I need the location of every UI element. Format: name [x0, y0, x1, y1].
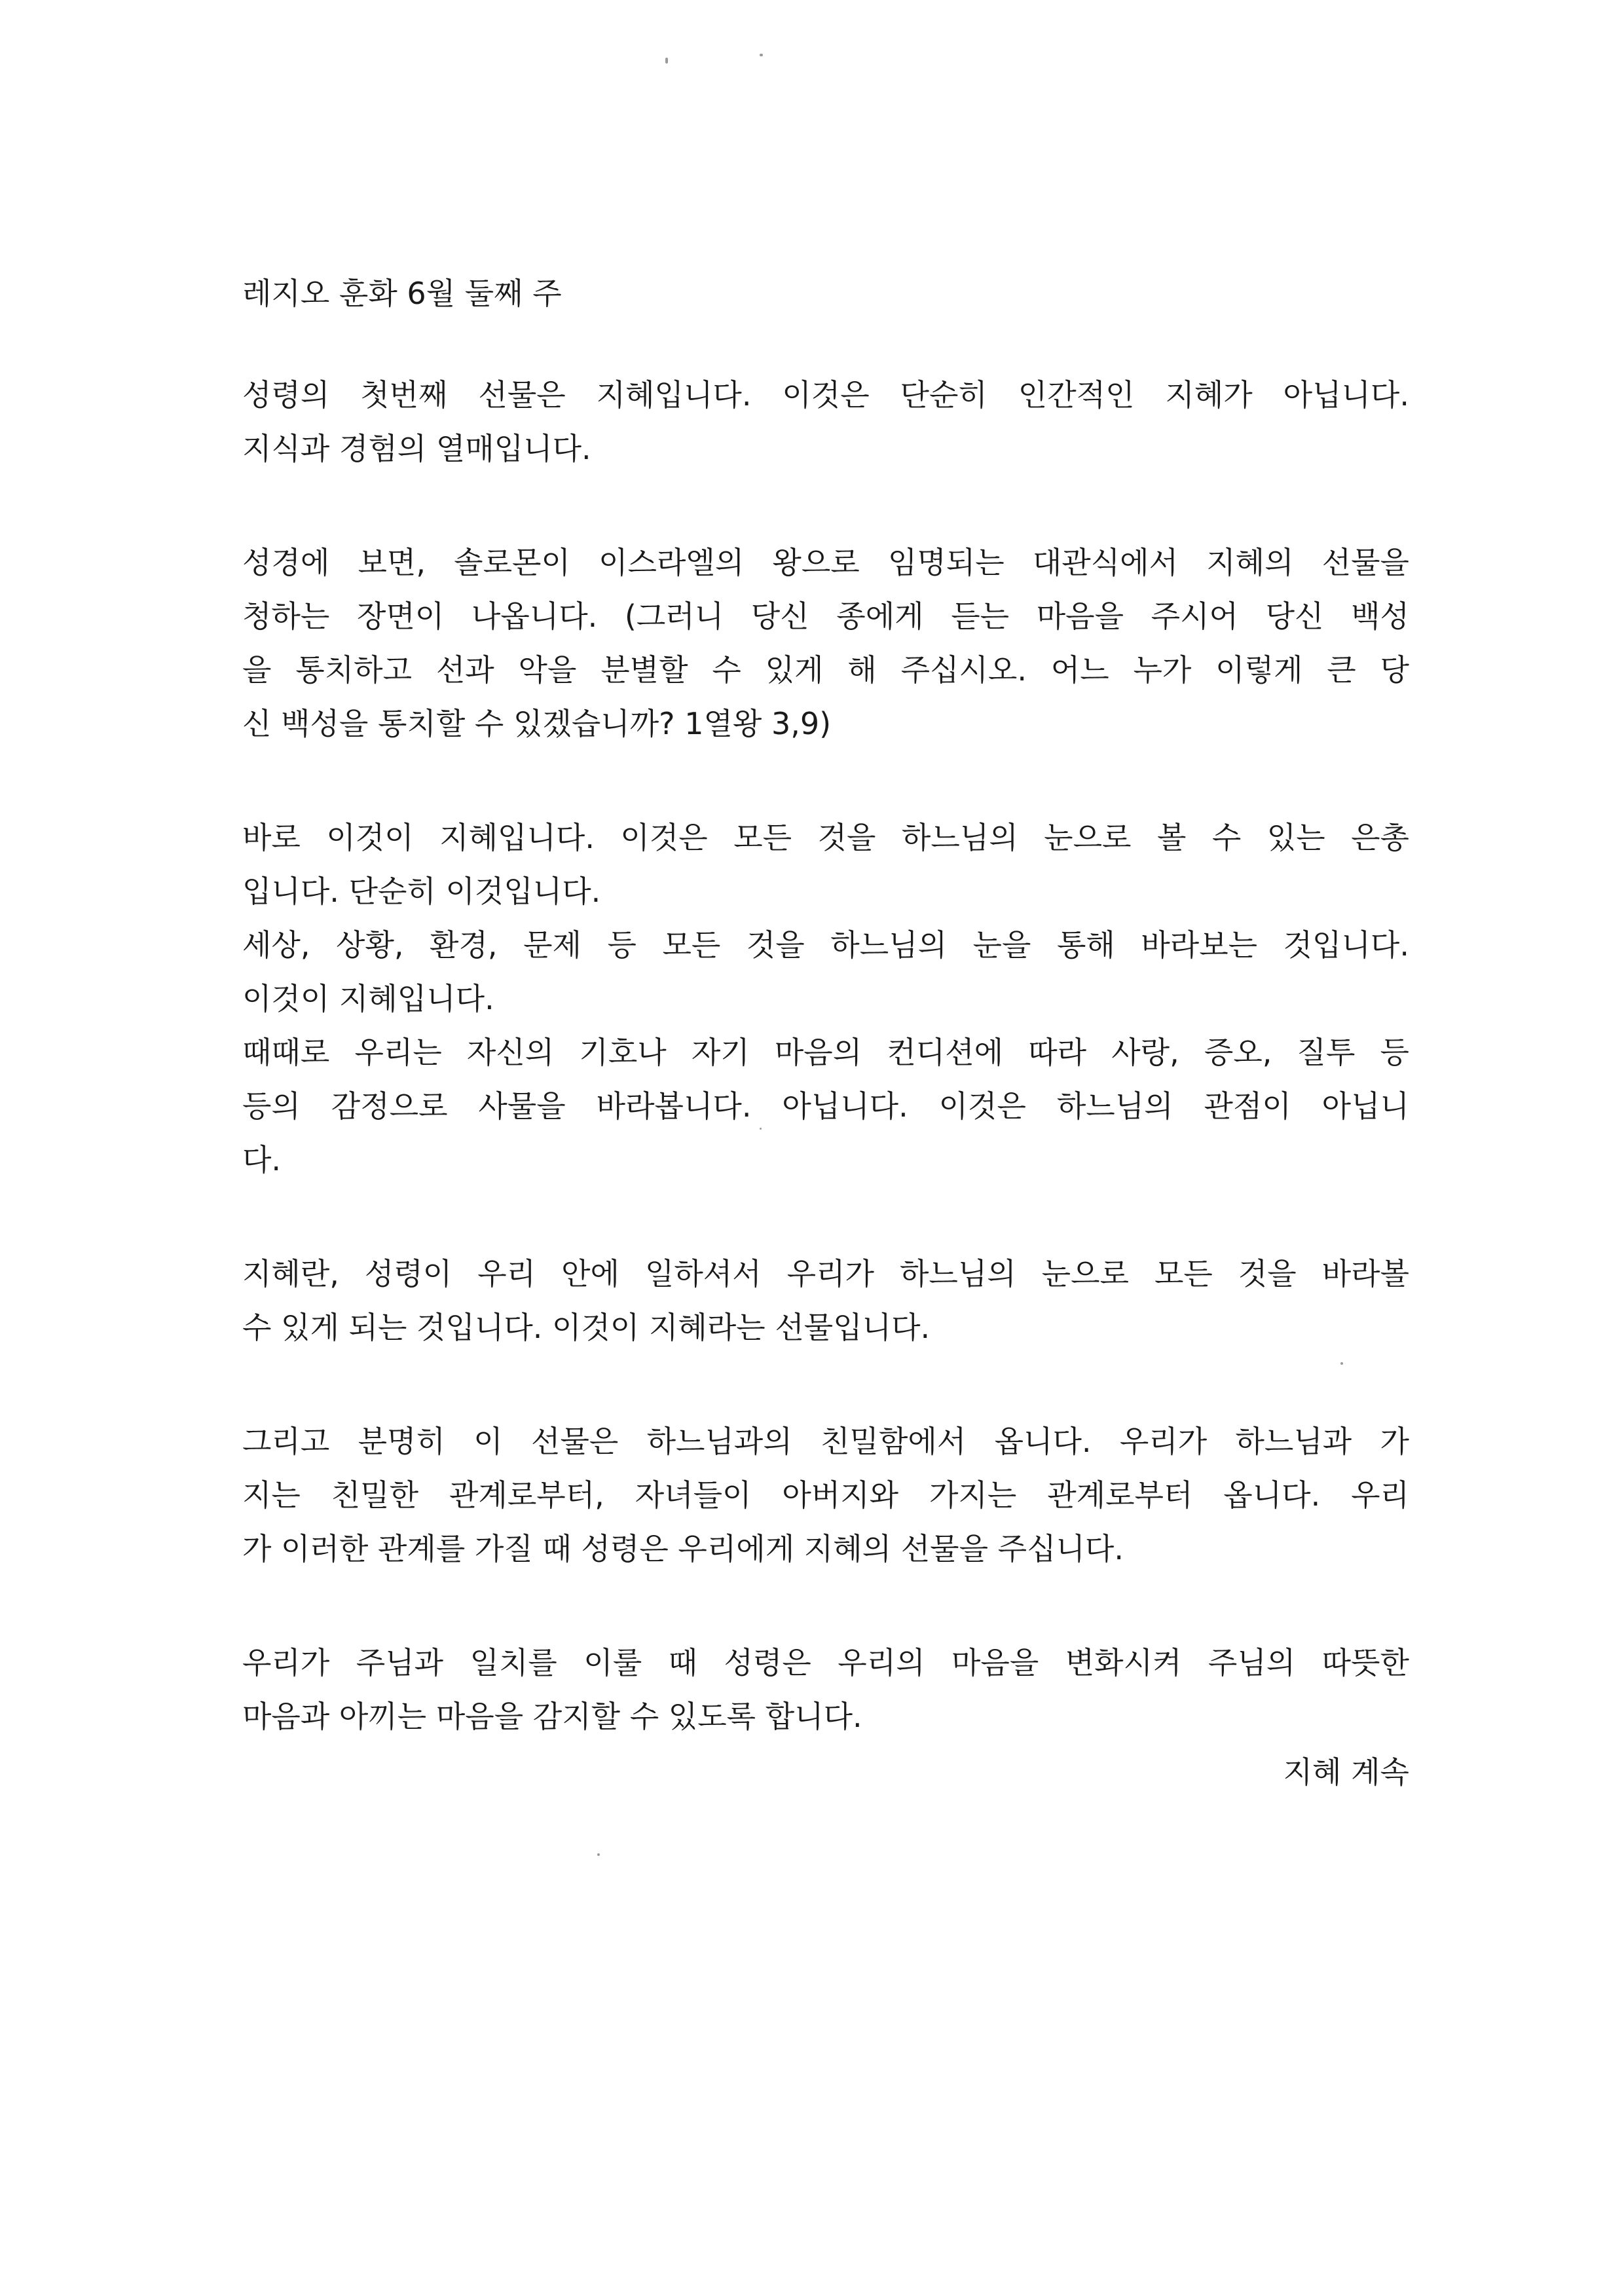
document-body	[242, 368, 1409, 1804]
paragraph	[242, 811, 1409, 1187]
text-line: 가 이러한 관계를 가질 때 성령은 우리에게 지혜의 선물을 주십니다.	[242, 1531, 1124, 1566]
paragraph	[242, 1636, 1409, 1743]
document-title: 레지오 훈화 6월 둘째 주	[242, 276, 562, 311]
paragraph	[242, 1247, 1409, 1354]
paragraph	[242, 536, 1409, 750]
text-line: 신 백성을 통치할 수 있겠습니까? 1열왕 3,9)	[242, 706, 832, 741]
text-line: 마음과 아끼는 마음을 감지할 수 있도록 합니다.	[242, 1699, 862, 1734]
scan-speck	[597, 1853, 600, 1856]
text-line: 등의 감정으로 사물을 바라봅니다. 아닙니다. 이것은 하느님의 관점이 아닙니	[242, 1088, 1409, 1124]
text-line: 청하는 장면이 나옵니다. (그러니 당신 종에게 듣는 마음을 주시어 당신 백성	[242, 599, 1409, 634]
text-line: 입니다. 단순히 이것입니다.	[242, 874, 601, 909]
text-line: 세상, 상황, 환경, 문제 등 모든 것을 하느님의 눈을 통해 바라보는 것입니다.	[242, 927, 1409, 963]
paragraph	[242, 1415, 1409, 1576]
text-line: 우리가 주님과 일치를 이룰 때 성령은 우리의 마음을 변화시켜 주님의 따뜻한	[242, 1645, 1409, 1680]
text-line: 지식과 경험의 열매입니다.	[242, 431, 591, 466]
text-line: 성령의 첫번째 선물은 지혜입니다. 이것은 단순히 인간적인 지혜가 아닙니다.	[242, 377, 1409, 413]
paragraph	[242, 368, 1409, 475]
text-line: 지는 친밀한 관계로부터, 자녀들이 아버지와 가지는 관계로부터 옵니다. 우리	[242, 1477, 1409, 1513]
text-line: 다.	[242, 1142, 282, 1177]
text-line: 때때로 우리는 자신의 기호나 자기 마음의 컨디션에 따라 사랑, 증오, 질투 등	[242, 1035, 1409, 1070]
text-line: 을 통치하고 선과 악을 분별할 수 있게 해 주십시오. 어느 누가 이렇게 큰 당	[242, 652, 1409, 688]
closing-note: 지혜 계속	[1283, 1754, 1409, 1790]
text-line: 지혜란, 성령이 우리 안에 일하셔서 우리가 하느님의 눈으로 모든 것을 바라볼	[242, 1256, 1409, 1291]
text-line: 성경에 보면, 솔로몬이 이스라엘의 왕으로 임명되는 대관식에서 지혜의 선물을	[242, 545, 1409, 580]
text-line: 그리고 분명히 이 선물은 하느님과의 친밀함에서 옵니다. 우리가 하느님과 가	[242, 1424, 1409, 1459]
scan-speck	[760, 54, 763, 56]
scan-speck	[665, 58, 668, 64]
text-line: 수 있게 되는 것입니다. 이것이 지혜라는 선물입니다.	[242, 1310, 931, 1345]
text-line: 바로 이것이 지혜입니다. 이것은 모든 것을 하느님의 눈으로 볼 수 있는 은총	[242, 820, 1409, 855]
text-line: 이것이 지혜입니다.	[242, 981, 494, 1016]
